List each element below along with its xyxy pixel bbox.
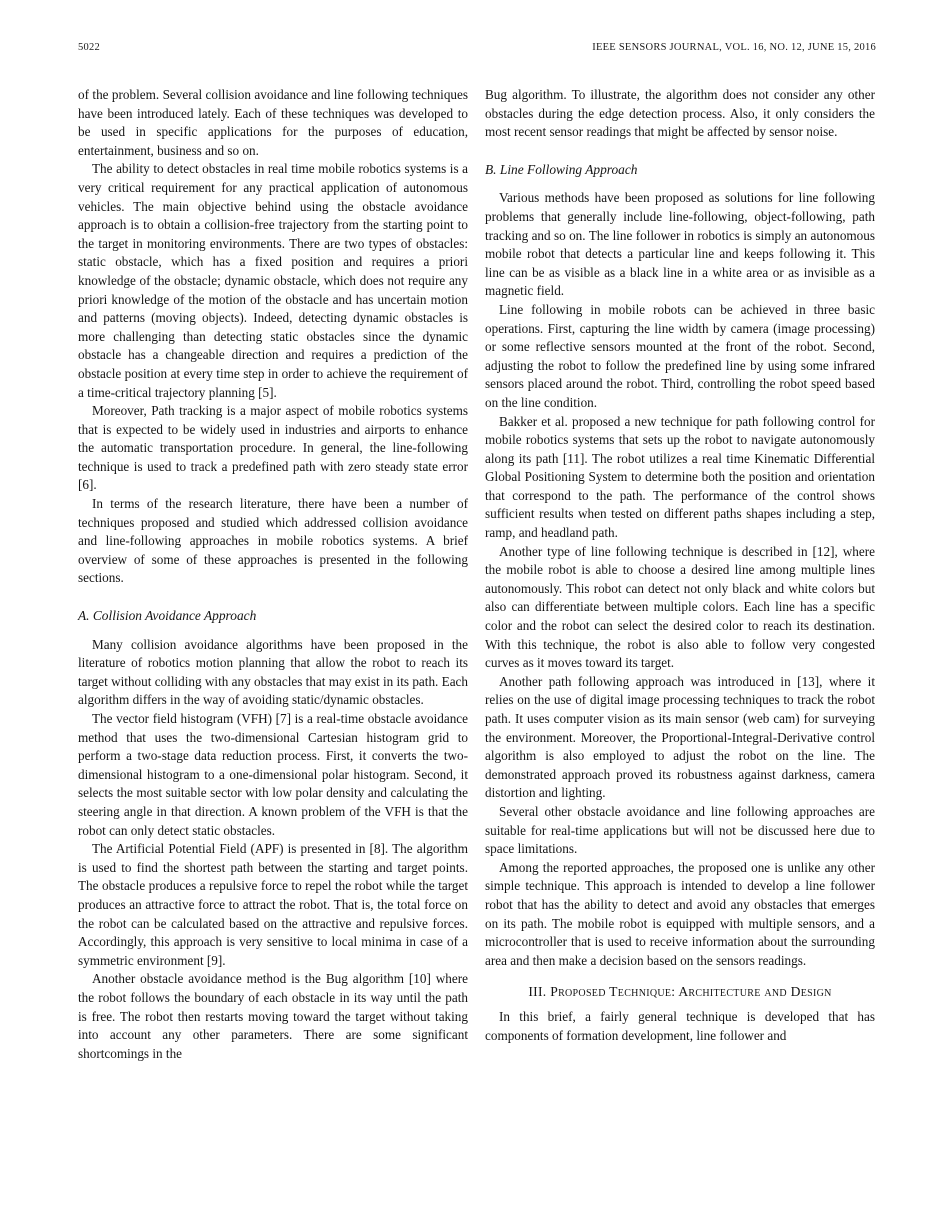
paragraph: Bakker et al. proposed a new technique for path following control for mobile robotics systems that sets up the robot to navigate autonomously along its path [11]. The robot utilizes a real time Kinematic Differential Global Positioning System to determine both the position and orientation that correspond to the path. The performance of the control shows sufficient results when tested on different paths shapes including a step, ramp, and headland path. <box>485 413 875 541</box>
paragraph: The ability to detect obstacles in real time mobile robotics systems is a very critical requirement for any practical application of autonomous vehicles. The main objective behind using the obstacle avoidance approach is to obtain a collision-free trajectory from the starting point to the target in monitoring environments. There are two types of obstacles: static obstacle, which has a fixed position and requires a priori knowledge of the obstacle; dynamic obstacle, which does not require any priori knowledge of the motion of the obstacle and has uncertain motion and patterns (moving objects). Indeed, detecting dynamic obstacles is more challenging than detecting static obstacles since the dynamic obstacle has a changeable direction and requires a prediction of the obstacle position at every time step in order to achieve the requirement of a time-critical trajectory planning [5]. <box>78 161 468 400</box>
paragraph: Another path following approach was introduced in [13], where it relies on the use of digital image processing techniques to track the robot path. It uses computer vision as its main sensor (web cam) for surveying the environment. Moreover, the Proportional-Integral-Derivative control algorithm is also employed to adjust the robot on the line. The demonstrated approach proved its robustness against darkness, camera distortion and lighting. <box>485 673 875 801</box>
running-header <box>78 42 876 53</box>
two-column-body <box>78 86 876 1063</box>
right-column <box>485 86 875 1063</box>
page-number: 5022 <box>78 42 100 53</box>
paragraph: The vector field histogram (VFH) [7] is a real-time obstacle avoidance method that uses the two-dimensional Cartesian histogram grid to perform a two-stage data reduction process. First, it converts the two-dimensional histogram to a one-dimensional polar histogram. Second, it selects the most suitable sector with low polar density and calculating the steering angle in that direction. A known problem of the VFH is that the robot can only detect static obstacles. <box>78 711 468 838</box>
subsection-heading-b: B. Line Following Approach <box>485 161 638 177</box>
paragraph: of the problem. Several collision avoidance and line following techniques have been introduced lately. Each of these techniques was developed to be used in specific applications for the purposes of education, entertainment, business and so on. <box>78 87 468 158</box>
paragraph: Line following in mobile robots can be achieved in three basic operations. First, capturing the line width by camera (image processing) or some reflective sensors mounted at the front of the robot. Second, adjusting the robot to follow the predefined line by using some infrared sensors placed around the robot. Third, controlling the robot speed based on the line condition. <box>485 301 875 410</box>
paragraph: Several other obstacle avoidance and line following approaches are suitable for real-time applications but will not be discussed here due to space limitations. <box>485 803 875 857</box>
paragraph: Various methods have been proposed as solutions for line following problems that generally include line-following, object-following, path tracking and so on. The line follower in robotics is simply an autonomous mobile robot that detects a particular line and keeps following it. This line can be as visible as a black line in a white area or as invisible as a magnetic field. <box>485 190 875 299</box>
subsection-heading-a: A. Collision Avoidance Approach <box>78 608 257 624</box>
paragraph: Bug algorithm. To illustrate, the algorithm does not consider any other obstacles during the edge detection process. Also, it only considers the most recent sensor readings that might be affected by sensor noise. <box>485 87 875 140</box>
paragraph: In terms of the research literature, there have been a number of techniques proposed and studied which addressed collision avoidance and line-following approaches in mobile robotics systems. A brief overview of some of these approaches is presented in the following sections. <box>78 496 468 586</box>
paragraph: In this brief, a fairly general technique is developed that has components of formation development, line follower and <box>485 1008 875 1043</box>
paragraph: Many collision avoidance algorithms have been proposed in the literature of robotics motion planning that allow the robot to reach its target without colliding with any obstacles that may exist in its path. Each algorithm differs in the way of avoiding static/dynamic obstacles. <box>78 636 468 708</box>
left-column <box>78 86 468 1063</box>
section-heading-iii: III. Proposed Technique: Architecture and Design <box>528 984 832 1000</box>
journal-title: IEEE SENSORS JOURNAL, VOL. 16, NO. 12, JUNE 15, 2016 <box>592 42 876 53</box>
paragraph: Another type of line following technique is described in [12], where the mobile robot is able to choose a desired line among multiple lines autonomously. This robot can detect not only black and white colors but also can differentiate between multiple colors. Each line has a specific color and the robot can select the desired color to reach its destination. With this technique, the robot is also able to follow very congested curves as it moves toward its target. <box>485 543 875 671</box>
paragraph: The Artificial Potential Field (APF) is presented in [8]. The algorithm is used to find the shortest path between the starting and target points. The obstacle produces a repulsive force to repel the robot while the target produces an attractive force to attract the robot. That is, the total force on the robot can be calculated based on the attractive and repulsive forces. Accordingly, this approach is very sensitive to local minima in case of a symmetric environment [9]. <box>78 841 468 968</box>
paragraph: Among the reported approaches, the proposed one is unlike any other simple technique. This approach is intended to develop a line follower robot that has the ability to detect and avoid any obstacles that emerges on its path. The mobile robot is equipped with multiple sensors, and a microcontroller that is used to receive information about the surrounding area and then make a decision based on the sensors readings. <box>485 859 875 968</box>
paragraph: Another obstacle avoidance method is the Bug algorithm [10] where the robot follows the boundary of each obstacle in its way until the path is free. The robot then restarts moving toward the target without taking into account any other parameters. There are some significant shortcomings in the <box>78 971 468 1061</box>
paragraph: Moreover, Path tracking is a major aspect of mobile robotics systems that is expected to be widely used in industries and airports to enhance the automatic transportation procedure. In general, the line-following technique is used to track a predefined path with zero steady state error [6]. <box>78 403 468 493</box>
